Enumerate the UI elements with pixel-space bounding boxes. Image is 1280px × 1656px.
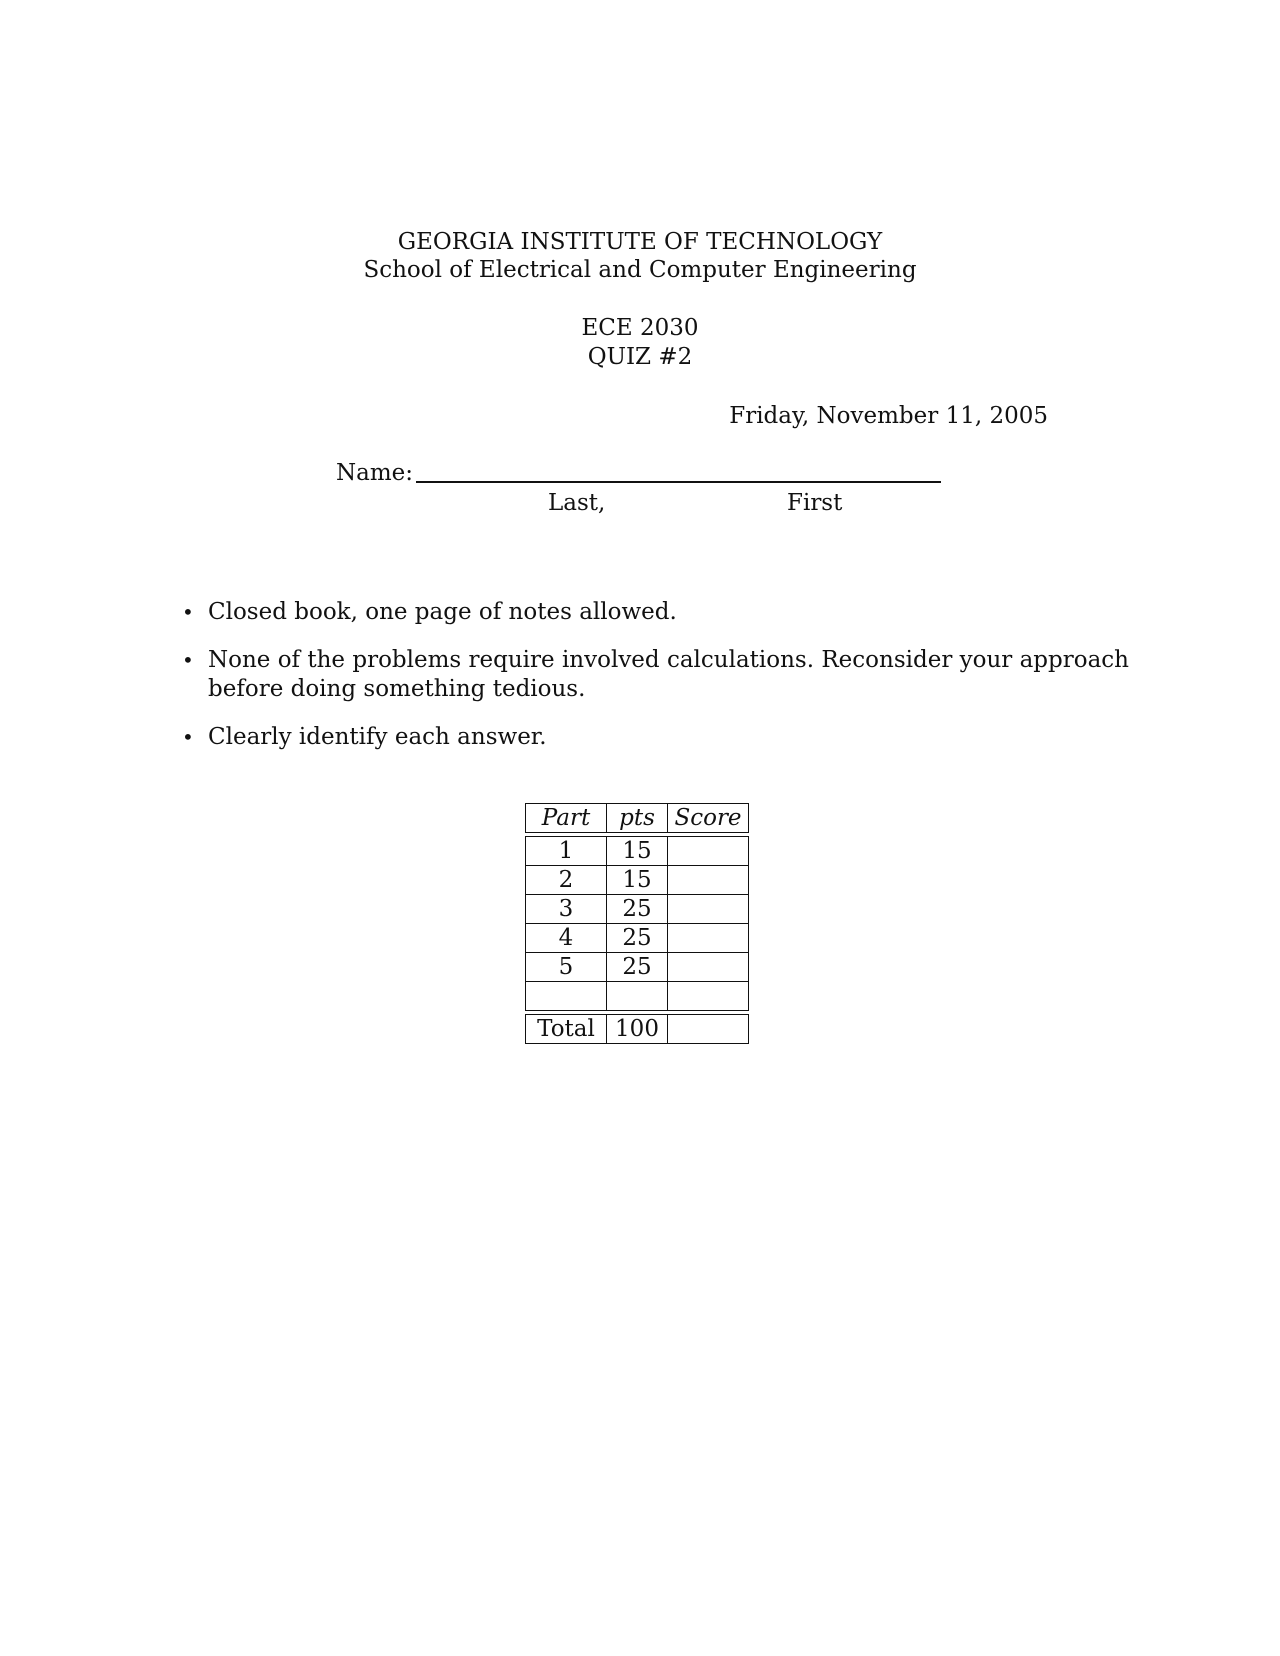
instruction-text: Closed book, one page of notes allowed. (208, 599, 677, 625)
bullet-icon: • (182, 725, 194, 749)
table-row (526, 895, 749, 924)
part-cell: 3 (526, 895, 607, 924)
header-part: Part (526, 804, 607, 833)
table-row (526, 953, 749, 982)
course-number: ECE 2030 (581, 315, 699, 341)
score-cell[interactable] (668, 953, 749, 982)
part-cell: 4 (526, 924, 607, 953)
pts-cell: 25 (607, 924, 668, 953)
pts-cell: 25 (607, 895, 668, 924)
part-cell: 2 (526, 866, 607, 895)
instruction-item (180, 723, 1130, 752)
score-cell[interactable] (668, 866, 749, 895)
part-cell: 5 (526, 953, 607, 982)
part-cell (526, 982, 607, 1011)
total-row (526, 1015, 749, 1044)
total-score-cell[interactable] (668, 1015, 749, 1044)
name-input-line[interactable] (416, 481, 941, 483)
bullet-icon: • (182, 600, 194, 624)
score-cell[interactable] (668, 895, 749, 924)
instruction-text: Clearly identify each answer. (208, 724, 547, 750)
pts-cell: 15 (607, 837, 668, 866)
score-cell[interactable] (668, 982, 749, 1011)
first-name-caption: First (787, 490, 843, 516)
header-pts: pts (607, 804, 668, 833)
name-label: Name: (336, 460, 414, 486)
table-row (526, 982, 749, 1011)
bullet-icon: • (182, 648, 194, 672)
quiz-date: Friday, November 11, 2005 (729, 403, 1048, 429)
table-row (526, 837, 749, 866)
total-pts: 100 (607, 1015, 668, 1044)
instructions-list (180, 598, 1130, 771)
school-subtitle: School of Electrical and Computer Engineering (363, 257, 917, 283)
instruction-item (180, 646, 1130, 704)
score-cell[interactable] (668, 837, 749, 866)
score-cell[interactable] (668, 924, 749, 953)
score-table-header-row (526, 804, 749, 833)
table-row (526, 924, 749, 953)
pts-cell: 25 (607, 953, 668, 982)
institution-title: GEORGIA INSTITUTE OF TECHNOLOGY (397, 229, 883, 255)
total-label: Total (526, 1015, 607, 1044)
header-score: Score (668, 804, 749, 833)
part-cell: 1 (526, 837, 607, 866)
score-table (525, 803, 749, 1044)
quiz-title: QUIZ #2 (587, 344, 693, 370)
instruction-text: None of the problems require involved calculations. Reconsider your approach before doing something tedious. (208, 647, 1129, 702)
pts-cell: 15 (607, 866, 668, 895)
pts-cell (607, 982, 668, 1011)
instruction-item (180, 598, 1130, 627)
table-row (526, 866, 749, 895)
last-name-caption: Last, (548, 490, 606, 516)
